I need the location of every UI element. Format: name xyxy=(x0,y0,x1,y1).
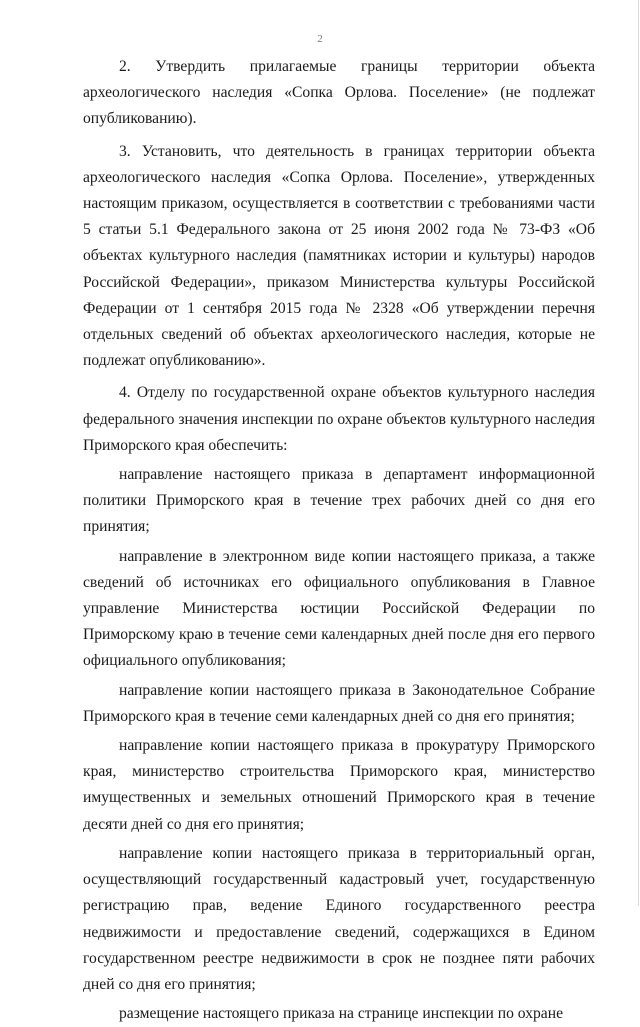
paragraph-sub-2: направление в электронном виде копии настоящего приказа, а также сведений об источниках его официального опубликования в Главное управление Министерства юстиции Российской Федерации по Приморскому краю в течение семи календарных дней после дня его первого официального опубликования; xyxy=(83,547,595,670)
document-body xyxy=(83,54,595,1027)
paragraph-sub-3: направление копии настоящего приказа в Законодательное Собрание Приморского края в течение семи календарных дней со дня его принятия; xyxy=(83,681,595,725)
paragraph-sub-5: направление копии настоящего приказа в территориальный орган, осуществляющий государственный кадастровый учет, государственную регистрацию прав, ведение Единого государственного реестра недвижимости и предоставление сведений, содержащихся в Едином государственном реестре недвижимости в срок не позднее пяти рабочих дней со дня его принятия; xyxy=(83,844,595,993)
paragraph-item-3: 3. Установить, что деятельность в границах территории объекта археологического наследия «Сопка Орлова. Поселение», утвержденных настоящим приказом, осуществляется в соответствии с требованиями части 5 статьи 5.1 Федерального закона от 25 июня 2002 года № 73-ФЗ «Об объектах культурного наследия (памятниках истории и культуры) народов Российской Федерации», приказом Министерства культуры Российской Федерации от 1 сентября 2015 года № 2328 «Об утверждении перечня отдельных сведений об объектах археологического наследия, которые не подлежат опубликованию». xyxy=(83,142,595,370)
paragraph-sub-6: размещение настоящего приказа на странице инспекции по охране xyxy=(119,1005,563,1023)
paragraph-item-2: 2. Утвердить прилагаемые границы территории объекта археологического наследия «Сопка Орлова. Поселение» (не подлежат опубликованию). xyxy=(83,58,595,128)
paragraph-sub-1: направление настоящего приказа в департамент информационной политики Приморского края в течение трех рабочих дней со дня его принятия; xyxy=(83,466,595,536)
page-number: 2 xyxy=(317,33,323,45)
scan-edge-line xyxy=(638,0,639,906)
paragraph-sub-4: направление копии настоящего приказа в прокуратуру Приморского края, министерство строительства Приморского края, министерство имущественных и земельных отношений Приморского края в течение десяти дней со дня его принятия; xyxy=(83,737,595,833)
paragraph-item-4: 4. Отделу по государственной охране объектов культурного наследия федерального значения инспекции по охране объектов культурного наследия Приморского края обеспечить: xyxy=(83,384,595,454)
